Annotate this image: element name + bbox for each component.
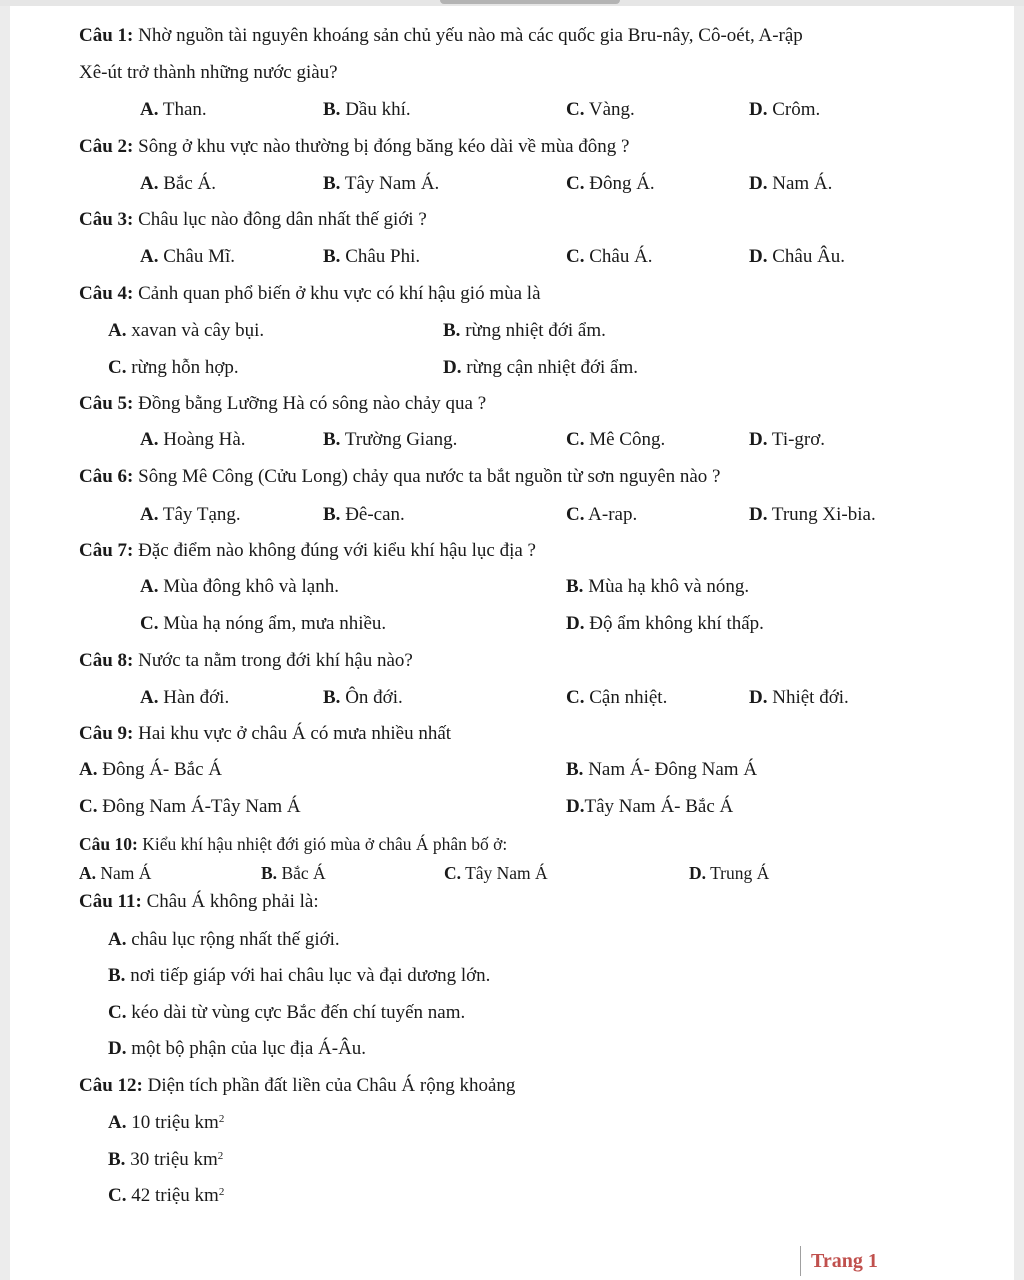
question-8: Câu 8: Nước ta nằm trong đới khí hậu nào?	[79, 650, 413, 671]
q11-option-c: C. kéo dài từ vùng cực Bắc đến chí tuyến nam.	[108, 1002, 466, 1023]
q8-option-a: A. Hàn đới.	[140, 687, 230, 708]
question-3: Câu 3: Châu lục nào đông dân nhất thế giới ?	[79, 209, 427, 230]
q6-option-b: B. Đê-can.	[323, 504, 405, 525]
q11-option-b: B. nơi tiếp giáp với hai châu lục và đại dương lớn.	[108, 965, 491, 986]
q6-option-a: A. Tây Tạng.	[140, 504, 241, 525]
q9-option-d: D.Tây Nam Á- Bắc Á	[566, 796, 734, 817]
q7-option-b: B. Mùa hạ khô và nóng.	[566, 576, 750, 597]
q3-option-b: B. Châu Phi.	[323, 246, 421, 267]
q9-option-b: B. Nam Á- Đông Nam Á	[566, 759, 758, 780]
question-7: Câu 7: Đặc điểm nào không đúng với kiểu khí hậu lục địa ?	[79, 540, 536, 561]
q2-option-a: A. Bắc Á.	[140, 173, 216, 194]
q1-option-b: B. Dầu khí.	[323, 99, 411, 120]
q1-option-c: C. Vàng.	[566, 99, 635, 120]
document-page	[10, 0, 1014, 1280]
question-1-continued: Xê-út trở thành những nước giàu?	[79, 62, 338, 83]
q12-option-c: C. 42 triệu $km^2$	[108, 1185, 225, 1206]
question-2: Câu 2: Sông ở khu vực nào thường bị đóng băng kéo dài về mùa đông ?	[79, 136, 630, 157]
question-1: Câu 1: Nhờ nguồn tài nguyên khoáng sản chủ yếu nào mà các quốc gia Bru-nây, Cô-oét, A-rập	[79, 25, 803, 46]
page-number: Trang 1	[800, 1246, 878, 1276]
q12-option-b: B. 30 triệu $km^2$	[108, 1149, 224, 1170]
q1-option-a: A. Than.	[140, 99, 207, 120]
page-right-edge	[1014, 0, 1024, 1280]
q10-option-d: D. Trung Á	[689, 863, 770, 883]
q5-option-a: A. Hoàng Hà.	[140, 429, 246, 450]
q10-option-a: A. Nam Á	[79, 863, 152, 883]
q4-option-d: D. rừng cận nhiệt đới ẩm.	[443, 357, 639, 378]
q5-option-d: D. Ti-grơ.	[749, 429, 826, 450]
q8-option-d: D. Nhiệt đới.	[749, 687, 849, 708]
q7-option-d: D. Độ ẩm không khí thấp.	[566, 613, 764, 634]
q10-option-c: C. Tây Nam Á	[444, 863, 548, 883]
q6-option-c: C. A-rap.	[566, 504, 638, 525]
question-6: Câu 6: Sông Mê Công (Cửu Long) chảy qua nước ta bắt nguồn từ sơn nguyên nào ?	[79, 466, 721, 487]
q9-option-a: A. Đông Á- Bắc Á	[79, 759, 223, 780]
question-12: Câu 12: Diện tích phần đất liền của Châu Á rộng khoảng	[79, 1075, 516, 1096]
q4-option-b: B. rừng nhiệt đới ẩm.	[443, 320, 606, 341]
q3-option-d: D. Châu Âu.	[749, 246, 846, 267]
q3-option-c: C. Châu Á.	[566, 246, 653, 267]
question-11: Câu 11: Châu Á không phải là:	[79, 891, 319, 912]
q12-option-a: A. 10 triệu $km^2$	[108, 1112, 225, 1133]
q3-option-a: A. Châu Mĩ.	[140, 246, 236, 267]
q7-option-c: C. Mùa hạ nóng ẩm, mưa nhiều.	[140, 613, 387, 634]
q10-option-b: B. Bắc Á	[261, 863, 326, 883]
q11-option-d: D. một bộ phận của lục địa Á-Âu.	[108, 1038, 367, 1059]
q5-option-c: C. Mê Công.	[566, 429, 666, 450]
q2-option-c: C. Đông Á.	[566, 173, 655, 194]
q8-option-b: B. Ôn đới.	[323, 687, 403, 708]
question-9: Câu 9: Hai khu vực ở châu Á có mưa nhiều nhất	[79, 723, 452, 744]
q11-option-a: A. châu lục rộng nhất thế giới.	[108, 929, 340, 950]
question-5: Câu 5: Đồng bằng Lưỡng Hà có sông nào chảy qua ?	[79, 393, 487, 414]
q9-option-c: C. Đông Nam Á-Tây Nam Á	[79, 796, 301, 817]
q4-option-a: A. xavan và cây bụi.	[108, 320, 265, 341]
q8-option-c: C. Cận nhiệt.	[566, 687, 668, 708]
q7-option-a: A. Mùa đông khô và lạnh.	[140, 576, 339, 597]
question-4: Câu 4: Cảnh quan phổ biến ở khu vực có khí hậu gió mùa là	[79, 283, 541, 304]
question-10: Câu 10: Kiểu khí hậu nhiệt đới gió mùa ở châu Á phân bố ở:	[79, 834, 508, 854]
page-left-edge	[0, 0, 10, 1280]
q2-option-b: B. Tây Nam Á.	[323, 173, 440, 194]
q2-option-d: D. Nam Á.	[749, 173, 833, 194]
q4-option-c: C. rừng hỗn hợp.	[108, 357, 239, 378]
q5-option-b: B. Trường Giang.	[323, 429, 458, 450]
q1-option-d: D. Crôm.	[749, 99, 821, 120]
q6-option-d: D. Trung Xi-bia.	[749, 504, 876, 525]
